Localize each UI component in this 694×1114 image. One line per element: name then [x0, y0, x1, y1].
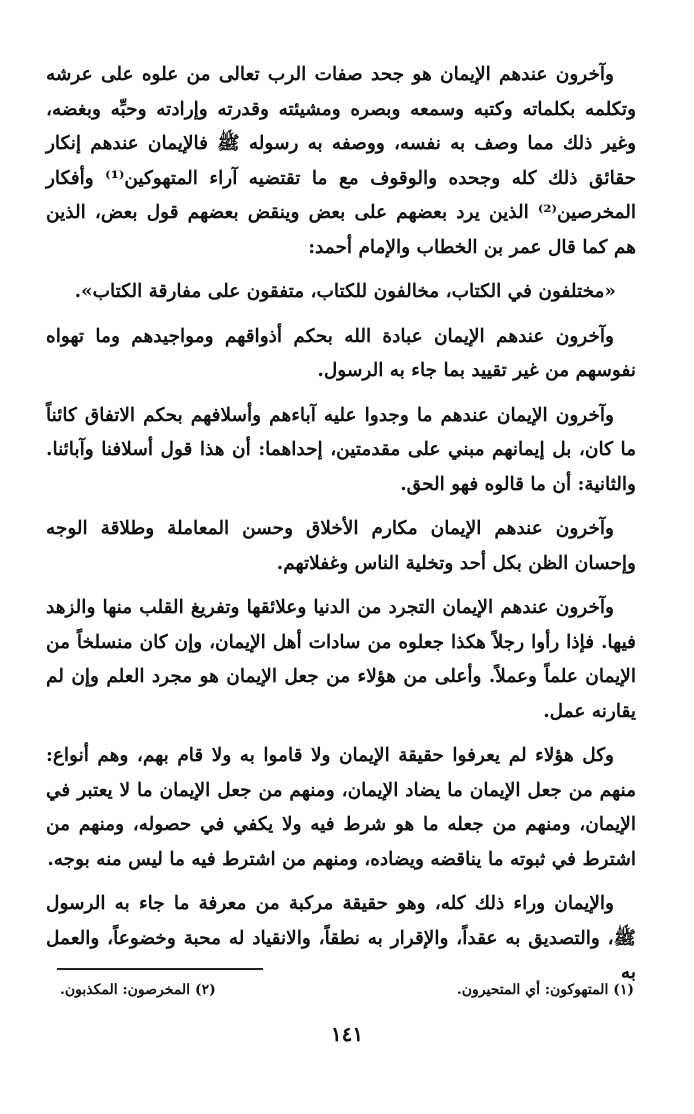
footnotes	[60, 982, 634, 1008]
footnote-2: (٢) المخرصون: المكذبون.	[60, 982, 216, 998]
paragraph-types: وكل هؤلاء لم يعرفوا حقيقة الإيمان ولا قاموا به ولا قام بهم، وهم أنواع: منهم من جعل الإيمان ما يضاد الإيمان، ومنهم من جعل الإيمان ما لا يعتبر في الإيمان، ومنهم من جعله ما هو شرط فيه ولا يكفي في حصوله، ومنهم من اشترط في ثبوته ما يناقضه ويضاده، ومنهم من اشترط فيه ما ليس منه بوجه.	[46, 745, 636, 870]
paragraph-asceticism: وآخرون عندهم الإيمان التجرد من الدنيا وعلائقها وتفريغ القلب منها والزهد فيها. فإذا رأوا رجلاً هكذا جعلوه من سادات أهل الإيمان، وإن كان منسلخاً من الإيمان علماً وعملاً. وأعلى من هؤلاء من جعل الإيمان هو مجرد العلم وإن لم يقارنه عمل.	[46, 597, 636, 722]
paragraph-true-faith: والإيمان وراء ذلك كله، وهو حقيقة مركبة من معرفة ما جاء به الرسول ﷺ، والتصديق به عقداً، والإقرار به نطقاً، والانقياد له محبة وخضوعاً، والعمل به	[46, 893, 636, 983]
page-number: ١٤١	[330, 1022, 364, 1046]
paragraph-deniers-of-attributes: وآخرون عندهم الإيمان هو جحد صفات الرب تعالى من علوه على عرشه وتكلمه بكلماته وكتبه وسمعه وبصره ومشيئته وقدرته وإرادته وحبِّه وبغضه، وغير ذلك مما وصف به نفسه، ووصفه به رسوله ﷺ فالإيمان عندهم إنكار حقائق ذلك كله وجحده والوقوف مع ما تقتضيه آراء المتهوكين⁽¹⁾ وأفكار المخرصين⁽²⁾ الذين يرد بعضهم على بعض وينقض بعضهم قول بعض، الذين هم كما قال عمر بن الخطاب والإمام أحمد:	[46, 64, 637, 258]
footnote-1: (١) المتهوكون: أي المتحيرون.	[456, 982, 634, 998]
page-body	[46, 58, 636, 1001]
paragraph-good-manners: وآخرون عندهم الإيمان مكارم الأخلاق وحسن المعاملة وطلاقة الوجه وإحسان الظن بكل أحد وتخلية الناس وغفلاتهم.	[46, 518, 636, 574]
paragraph-worship-by-taste: وآخرون عندهم الإيمان عبادة الله بحكم أذواقهم ومواجيدهم وما تهواه نفوسهم من غير تقييد بما جاء به الرسول.	[46, 325, 636, 381]
footnote-divider	[57, 968, 263, 970]
quote-imam-ahmad: «مختلفون في الكتاب، مخالفون للكتاب، متفقون على مفارقة الكتاب».	[74, 281, 616, 302]
paragraph-ancestors: وآخرون الإيمان عندهم ما وجدوا عليه آباءهم وأسلافهم بحكم الاتفاق كائناً ما كان، بل إيمانهم مبني على مقدمتين، إحداهما: أن هذا قول أسلافنا وآبائنا. والثانية: أن ما قالوه فهو الحق.	[46, 404, 636, 495]
